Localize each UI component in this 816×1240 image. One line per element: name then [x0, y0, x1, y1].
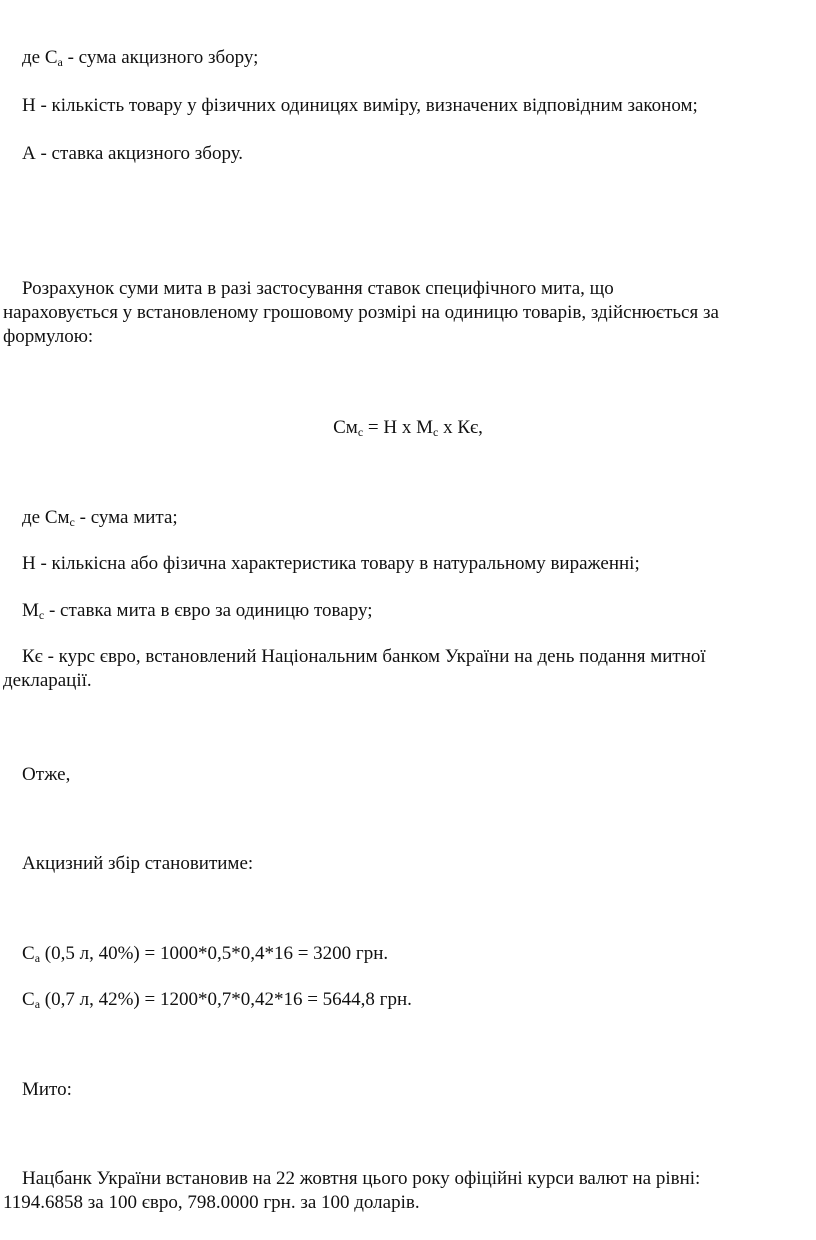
subscript: с: [357, 425, 364, 439]
ke-definition-line-1: Кє - курс євро, встановлений Національним банком України на день подання митної: [22, 646, 706, 667]
ke-definition-line-2: декларації.: [3, 670, 92, 691]
calc-paragraph-line-2: нараховується у встановленому грошовому розмірі на одиницю товарів, здійснюється за: [3, 302, 719, 323]
mc-definition: [22, 599, 372, 623]
text-part: (0,7 л, 42%) = 1200*0,7*0,42*16 = 5644,8 грн.: [40, 989, 412, 1010]
excise-calc-2: [22, 988, 412, 1012]
ca-definition: [22, 46, 258, 70]
subscript: с: [38, 608, 45, 622]
excise-calc-1: [22, 942, 388, 966]
formula-part: = Н х М: [363, 417, 433, 438]
excise-heading: Акцизний збір становитиме:: [22, 853, 254, 874]
h2-definition: Н - кількісна або фізична характеристика товару в натуральному вираженні;: [22, 553, 640, 574]
nbu-paragraph: [3, 1167, 811, 1215]
formula-part: См: [333, 417, 358, 438]
therefore-text: Отже,: [22, 764, 71, 785]
calc-paragraph-line-3: формулою:: [3, 326, 94, 347]
subscript: а: [34, 997, 41, 1011]
subscript: с: [69, 515, 75, 529]
ke-definition: [3, 645, 811, 693]
text-part: - ставка мита в євро за одиницю товару;: [44, 600, 373, 621]
subscript: а: [57, 55, 63, 69]
text-part: С: [22, 943, 35, 964]
formula: [0, 416, 816, 440]
text-part: де С: [22, 47, 58, 68]
subscript: с: [432, 425, 439, 439]
text-part: С: [22, 989, 35, 1010]
subscript: а: [34, 951, 41, 965]
cm-definition: [22, 506, 178, 530]
calc-paragraph-line-1: Розрахунок суми мита в разі застосування ставок специфічного мита, що: [22, 278, 614, 299]
calc-paragraph: [3, 277, 811, 349]
text-part: де См: [22, 507, 70, 528]
text-part: - сума акцизного збору;: [62, 47, 259, 68]
text-part: М: [22, 600, 39, 621]
formula-part: х Кє,: [438, 417, 483, 438]
text-part: - сума мита;: [74, 507, 178, 528]
text-part: (0,5 л, 40%) = 1000*0,5*0,4*16 = 3200 грн.: [40, 943, 389, 964]
duty-heading: Мито:: [22, 1079, 72, 1100]
a-definition: А - ставка акцизного збору.: [22, 143, 244, 164]
h-definition: Н - кількість товару у фізичних одиницях виміру, визначених відповідним законом;: [22, 95, 698, 116]
nbu-paragraph-line-2: 1194.6858 за 100 євро, 798.0000 грн. за 100 доларів.: [3, 1192, 420, 1213]
nbu-paragraph-line-1: Нацбанк України встановив на 22 жовтня цього року офіційні курси валют на рівні:: [22, 1168, 701, 1189]
